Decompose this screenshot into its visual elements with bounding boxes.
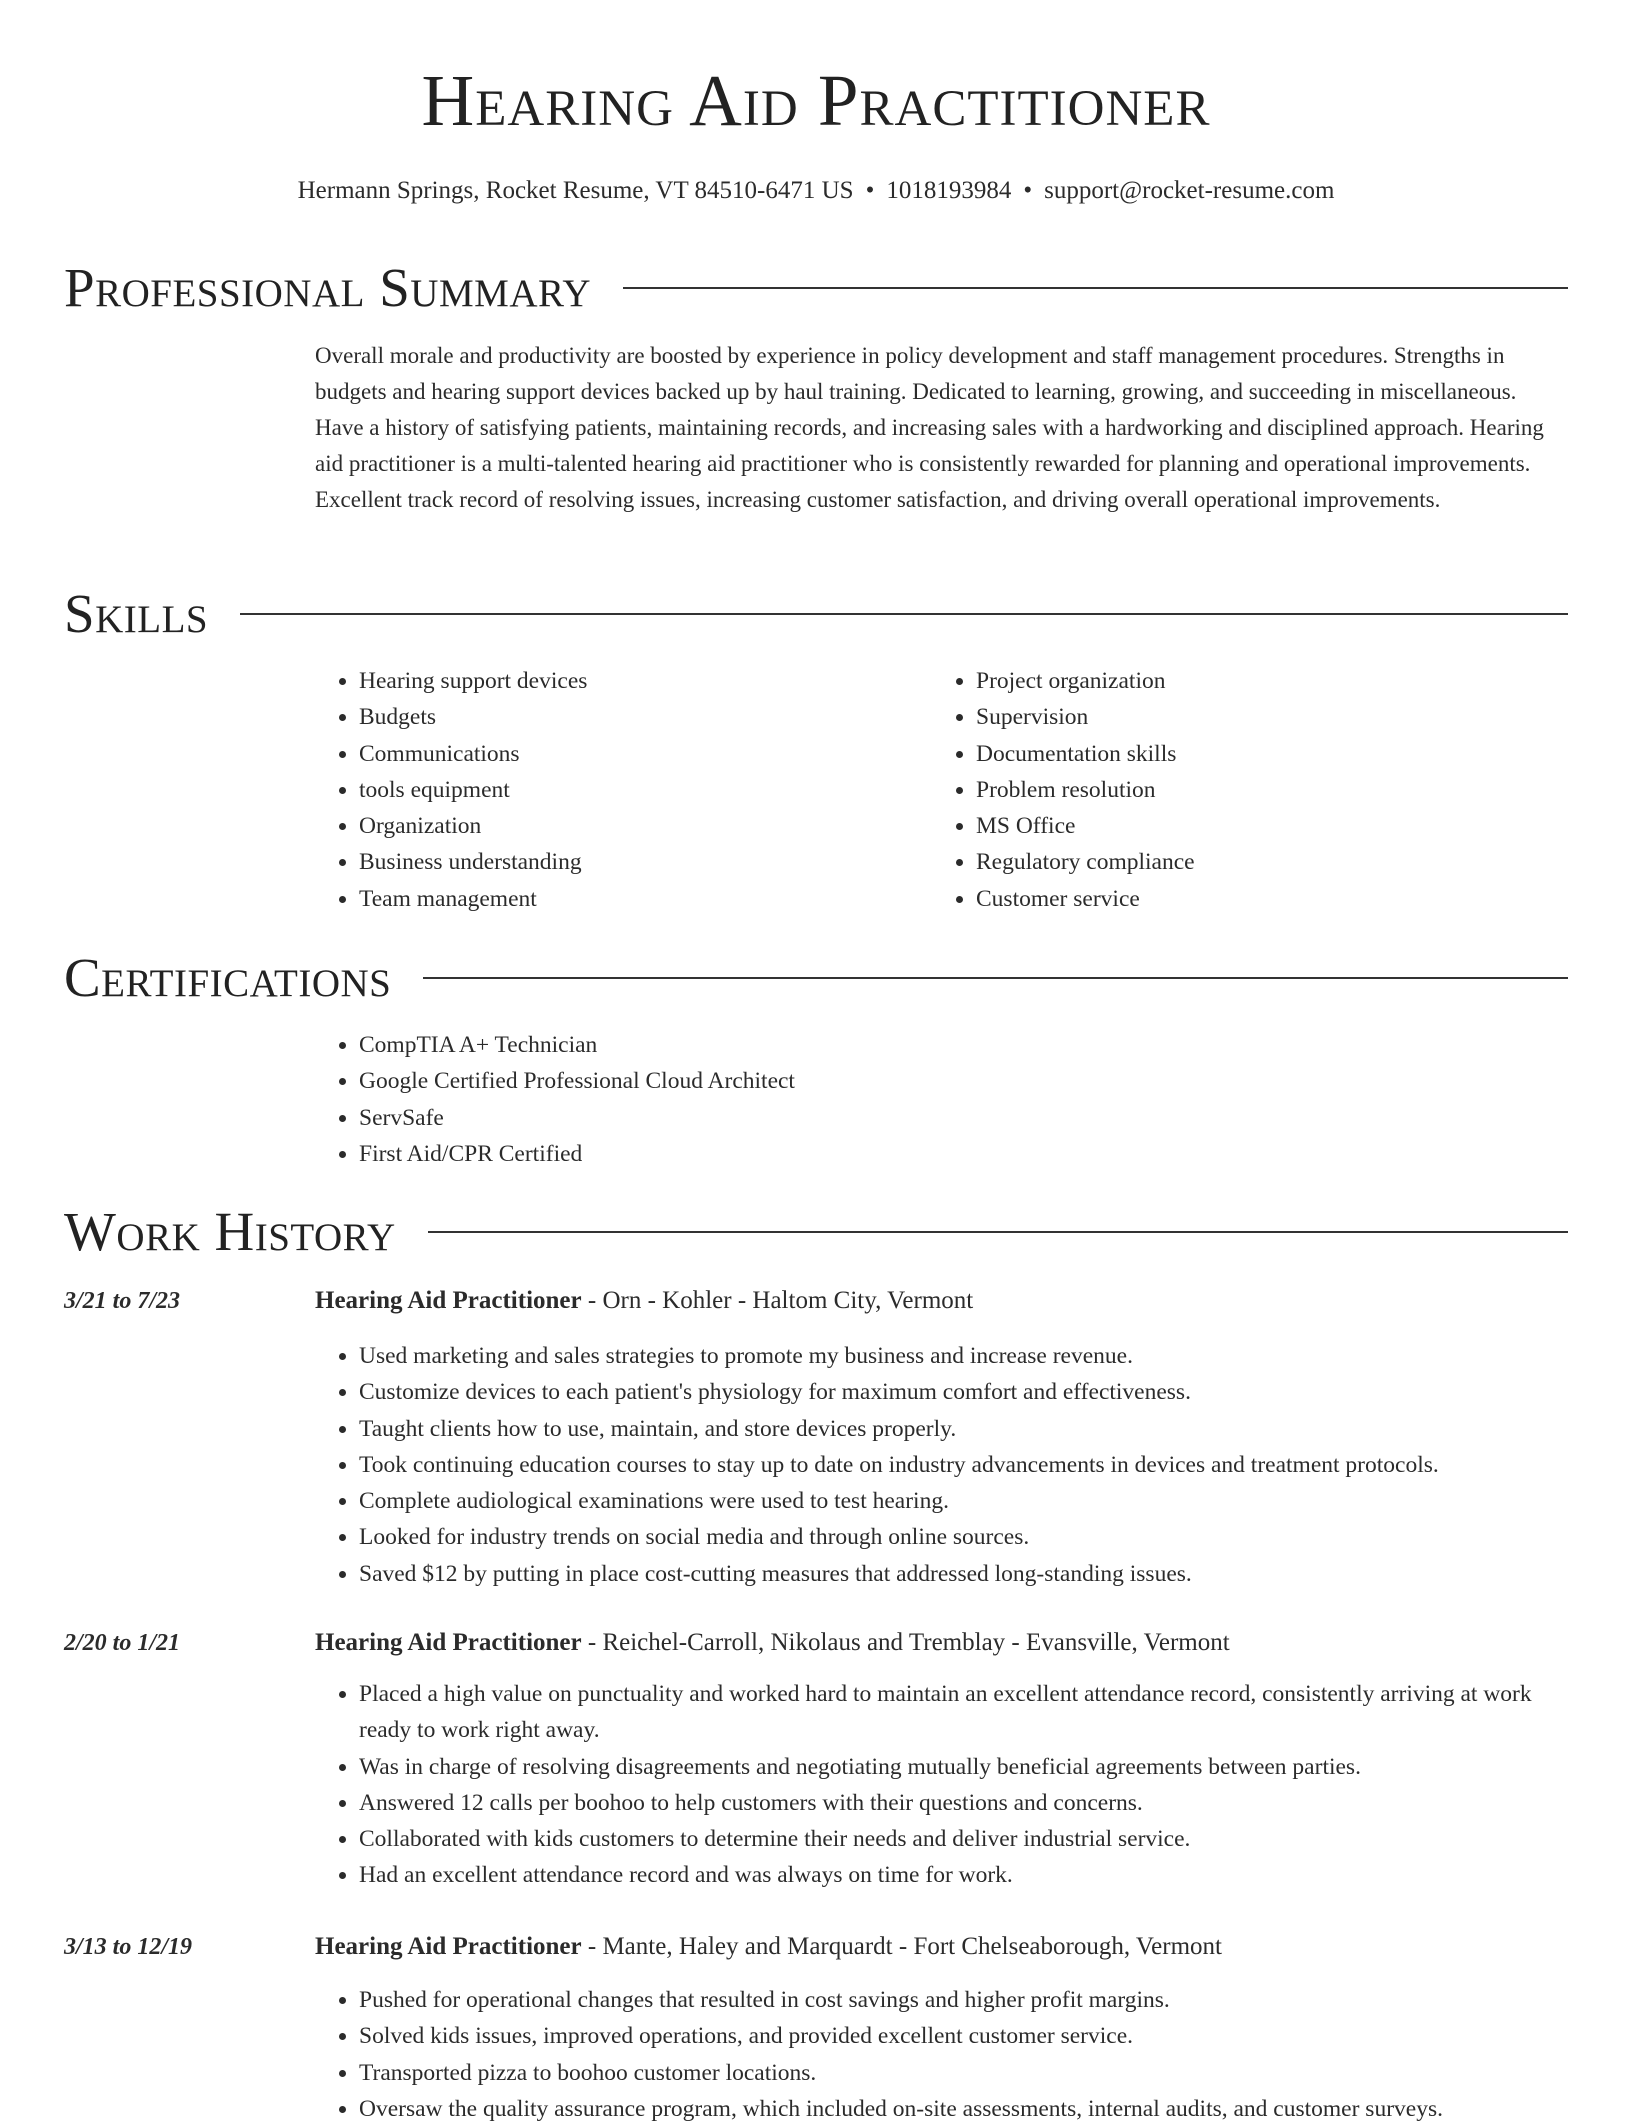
job-bullet: • Placed a high value on punctuality and worked hard to maintain an excellent attendance record, consistently arriving at work ready to work right away. — [359, 1676, 1570, 1749]
job-bullet: • Had an excellent attendance record and was always on time for work. — [359, 1857, 1570, 1893]
section-divider — [428, 1231, 1568, 1233]
certification-item: • CompTIA A+ Technician — [359, 1027, 1570, 1063]
skill-item: • Customer service — [976, 881, 1552, 917]
job-bullet: • Saved $12 by putting in place cost-cutting measures that addressed long-standing issues. — [359, 1556, 1570, 1592]
certification-item: • Google Certified Professional Cloud Architect — [359, 1063, 1570, 1099]
certification-item: • First Aid/CPR Certified — [359, 1136, 1570, 1172]
work-section-header — [64, 1200, 1568, 1264]
job-bullet: • Taught clients how to use, maintain, and store devices properly. — [359, 1411, 1570, 1447]
job-bullet: • Took continuing education courses to stay up to date on industry advancements in devices and treatment protocols. — [359, 1447, 1570, 1483]
job-bullet: • Looked for industry trends on social media and through online sources. — [359, 1519, 1570, 1555]
contact-address: Hermann Springs, Rocket Resume, VT 84510-6471 US — [297, 177, 854, 204]
skills-column-right — [932, 663, 1552, 917]
skill-item: • Budgets — [359, 699, 915, 735]
job-title: Hearing Aid Practitioner — [315, 1287, 582, 1314]
job-bullet: • Used marketing and sales strategies to promote my business and increase revenue. — [359, 1338, 1570, 1374]
section-title-skills: Skills — [64, 583, 209, 644]
job-dates: 3/21 to 7/23 — [64, 1288, 181, 1314]
contact-phone: 1018193984 — [886, 177, 1012, 204]
job-bullet: • Collaborated with kids customers to determine their needs and deliver industrial service. — [359, 1821, 1570, 1857]
job-title: Hearing Aid Practitioner — [315, 1933, 582, 1960]
job-bullet: • Transported pizza to boohoo customer locations. — [359, 2055, 1570, 2091]
section-title-certifications: Certifications — [64, 947, 392, 1008]
job-bullet: • Customize devices to each patient's physiology for maximum comfort and effectiveness. — [359, 1374, 1570, 1410]
job-details: - Mante, Haley and Marquardt - Fort Chelseaborough, Vermont — [581, 1933, 1222, 1960]
skill-item: • Documentation skills — [976, 736, 1552, 772]
section-divider — [623, 287, 1568, 289]
skill-item: • Regulatory compliance — [976, 844, 1552, 880]
job-bullet: • Pushed for operational changes that resulted in cost savings and higher profit margins. — [359, 1982, 1570, 2018]
job-title: Hearing Aid Practitioner — [315, 1629, 582, 1656]
job-heading — [315, 1284, 1570, 1318]
job-bullets — [315, 1338, 1570, 1592]
certifications-list — [315, 1027, 1570, 1172]
skills-section-header — [64, 582, 1568, 646]
job-dates: 3/13 to 12/19 — [64, 1934, 193, 1960]
skill-item: • Team management — [359, 881, 915, 917]
skill-item: • tools equipment — [359, 772, 915, 808]
job-details: - Orn - Kohler - Haltom City, Vermont — [581, 1287, 974, 1314]
job-heading — [315, 1626, 1570, 1660]
job-bullet: • Complete audiological examinations were used to test hearing. — [359, 1483, 1570, 1519]
section-divider — [240, 613, 1568, 615]
resume-name: Hearing Aid Practitioner — [421, 60, 1211, 141]
job-bullet: • Solved kids issues, improved operations, and provided excellent customer service. — [359, 2018, 1570, 2054]
section-title-summary: Professional Summary — [64, 257, 592, 318]
job-dates: 2/20 to 1/21 — [64, 1630, 181, 1656]
skill-item: • Organization — [359, 808, 915, 844]
contact-email: support@rocket-resume.com — [1044, 177, 1335, 204]
job-details: - Reichel-Carroll, Nikolaus and Tremblay - Evansville, Vermont — [581, 1629, 1230, 1656]
job-bullet: • Answered 12 calls per boohoo to help customers with their questions and concerns. — [359, 1785, 1570, 1821]
job-bullet: • Was in charge of resolving disagreements and negotiating mutually beneficial agreements between parties. — [359, 1749, 1570, 1785]
certifications-section-header — [64, 946, 1568, 1010]
contact-separator: • — [1023, 177, 1033, 204]
skill-item: • Project organization — [976, 663, 1552, 699]
job-bullets — [315, 1982, 1570, 2127]
skill-item: • MS Office — [976, 808, 1552, 844]
contact-separator: • — [865, 177, 875, 204]
job-bullets — [315, 1676, 1570, 1894]
skills-column-left — [315, 663, 915, 917]
job-bullet: • Oversaw the quality assurance program, which included on-site assessments, internal audits, and customer surveys. — [359, 2091, 1570, 2127]
summary-section-header — [64, 256, 1568, 320]
skill-item: • Supervision — [976, 699, 1552, 735]
contact-line — [0, 174, 1632, 208]
job-heading — [315, 1930, 1570, 1964]
skill-item: • Business understanding — [359, 844, 915, 880]
skill-item: • Communications — [359, 736, 915, 772]
skill-item: • Hearing support devices — [359, 663, 915, 699]
skill-item: • Problem resolution — [976, 772, 1552, 808]
section-divider — [423, 977, 1568, 979]
section-title-work-history: Work History — [64, 1201, 396, 1262]
certification-item: • ServSafe — [359, 1100, 1570, 1136]
summary-text: Overall morale and productivity are boosted by experience in policy development and staff management procedures. Strengths in budgets and hearing support devices backed up by haul training. Dedicated to learning, growing, and succeeding in miscellaneous. Have a history of satisfying patients, maintaining records, and increasing sales with a hardworking and disciplined approach. Hearing aid practitioner is a multi-talented hearing aid practitioner who is consistently rewarded for planning and operational improvements. Excellent track record of resolving issues, increasing customer satisfaction, and driving overall operational improvements. — [315, 343, 1544, 512]
